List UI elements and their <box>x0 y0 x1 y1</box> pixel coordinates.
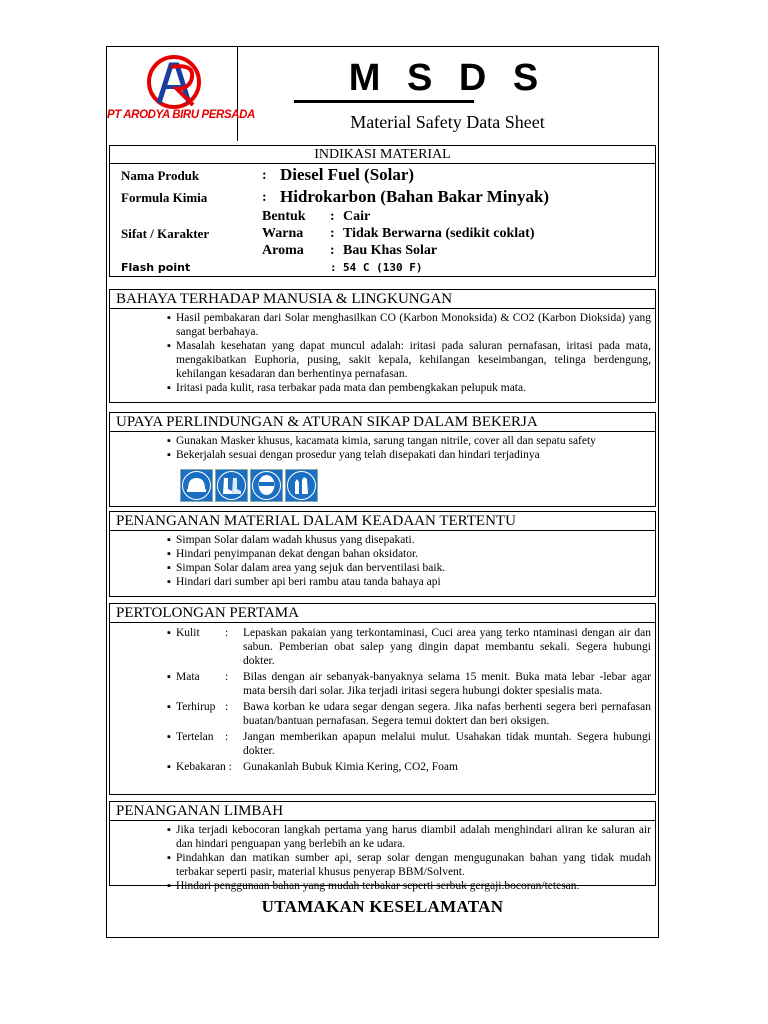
colon: : <box>262 190 267 205</box>
footer-slogan: UTAMAKAN KESELAMATAN <box>261 897 504 916</box>
colon: : <box>330 226 335 241</box>
gloves-icon <box>285 469 318 502</box>
list-item <box>167 730 651 758</box>
colon: : <box>225 627 229 639</box>
face-shield-icon <box>250 469 283 502</box>
fa-text: Bilas dengan air sebanyak-banyaknya selama 15 menit. Buka mata lebar -lebar agar mata bersih dari solar. Jika terjadi iritasi segera hubungi dokter spesialis mata. <box>243 671 651 697</box>
colon: : <box>330 243 335 258</box>
list-item <box>167 760 651 774</box>
limbah-section <box>109 801 656 892</box>
fa-label: ▪ Kebakaran : <box>176 761 232 773</box>
aroma-value: Bau Khas Solar <box>343 243 438 258</box>
nama-produk-label: Nama Produk <box>121 168 200 183</box>
list-item: ▪ Gunakan Masker khusus, kacamata kimia, sarung tangan nitrile, cover all dan sepatu safety <box>167 434 651 448</box>
fa-text: Jangan memberikan apapun melalui mulut. Usahakan tidak muntah. Segera hubungi dokter. <box>243 731 651 757</box>
list-item: ▪ Masalah kesehatan yang dapat muncul adalah: iritasi pada saluran pernafasan, iritasi pada mata, mengakibatkan Euphoria, pusing, sakit kepala, kehilangan keseimbangan, telinga berdengung, kehilangan kesadaran dan berhentinya pernafasan. <box>167 339 651 381</box>
bahaya-list <box>167 311 651 395</box>
colon: : <box>225 731 229 743</box>
fa-label: ▪ Terhirup <box>176 701 216 713</box>
company-logo-box <box>107 47 255 141</box>
colon: : <box>330 209 335 224</box>
bahaya-title: BAHAYA TERHADAP MANUSIA & LINGKUNGAN <box>110 290 655 309</box>
warna-label: Warna <box>262 226 304 241</box>
list-item: ▪ Hindari penggunaan bahan yang mudah terbakar seperti serbuk gergaji.bocoran/tetesan. <box>167 879 651 893</box>
bahaya-section <box>109 289 656 403</box>
formula-kimia-value: Hidrokarbon (Bahan Bakar Minyak) <box>280 187 550 206</box>
bentuk-value: Cair <box>343 209 371 224</box>
page-subtitle: Material Safety Data Sheet <box>350 112 545 132</box>
list-item: ▪ Jika terjadi kebocoran langkah pertama yang harus diambil adalah menghindari aliran ke saluran air dan hindari penguapan yang berlebih an ke udara. <box>167 823 651 851</box>
colon: : <box>225 671 229 683</box>
bentuk-label: Bentuk <box>262 209 306 224</box>
page-title: M S D S <box>348 57 547 99</box>
upaya-title: UPAYA PERLINDUNGAN & ATURAN SIKAP DALAM BEKERJA <box>110 413 655 432</box>
list-item: ▪ Bekerjalah sesuai dengan prosedur yang telah disepakati dan hindari terjadinya <box>167 448 651 462</box>
helmet-icon <box>180 469 213 502</box>
safety-boots-icon <box>215 469 248 502</box>
limbah-title: PENANGANAN LIMBAH <box>110 802 655 821</box>
list-item: ▪ Iritasi pada kulit, rasa terbakar pada mata dan pembengkakan pelupuk mata. <box>167 381 651 395</box>
fa-label: ▪ Kulit <box>176 627 200 639</box>
flash-point-label: Flash point <box>121 261 191 274</box>
list-item: ▪ Hindari dari sumber api beri rambu atau tanda bahaya api <box>167 575 651 589</box>
fa-text: Lepaskan pakaian yang terkontaminasi, Cuci area yang terko ntaminasi dengan air dan sabun. Pemberian obat salep yang dingin dapat membantu sekali. Segera hubungi dokter. <box>243 627 651 667</box>
company-logo-icon <box>107 47 237 109</box>
formula-kimia-label: Formula Kimia <box>121 190 208 205</box>
indikasi-title: INDIKASI MATERIAL <box>110 146 655 164</box>
penanganan-section <box>109 511 656 597</box>
title-underline <box>294 100 474 103</box>
pertolongan-title: PERTOLONGAN PERTAMA <box>110 604 655 623</box>
fa-label: ▪ Mata <box>176 671 200 683</box>
list-item <box>167 670 651 698</box>
list-item <box>167 700 651 728</box>
penanganan-title: PENANGANAN MATERIAL DALAM KEADAAN TERTENTU <box>110 512 655 531</box>
list-item: ▪ Simpan Solar dalam wadah khusus yang disepakati. <box>167 533 651 547</box>
msds-sheet <box>106 46 659 938</box>
flash-point-value: 54 C (130 F) <box>343 261 423 274</box>
limbah-list <box>167 823 651 893</box>
upaya-list <box>167 434 651 462</box>
list-item: ▪ Simpan Solar dalam area yang sejuk dan berventilasi baik. <box>167 561 651 575</box>
colon: : <box>225 701 229 713</box>
fa-label: ▪ Tertelan <box>176 731 214 743</box>
sifat-karakter-label: Sifat / Karakter <box>121 226 210 241</box>
header <box>107 47 658 141</box>
list-item: ▪ Hindari penyimpanan dekat dengan bahan oksidator. <box>167 547 651 561</box>
indikasi-material-section <box>109 145 656 277</box>
list-item: ▪ Hasil pembakaran dari Solar menghasilkan CO (Karbon Monoksida) & CO2 (Karbon Dioksida) yang sangat berbahaya. <box>167 311 651 339</box>
list-item <box>167 626 651 668</box>
colon: : <box>262 168 267 183</box>
fa-text: Bawa korban ke udara segar dengan segera. Jika nafas berhenti segera beri pernafasan buatan/bantuan pernafasan. Segera temui doktert dan beri oksigen. <box>243 701 651 727</box>
aroma-label: Aroma <box>262 243 304 258</box>
nama-produk-value: Diesel Fuel (Solar) <box>280 165 415 184</box>
penanganan-list <box>167 533 651 589</box>
company-name: PT ARODYA BIRU PERSADA <box>107 109 255 121</box>
pertolongan-list <box>167 626 651 774</box>
list-item: ▪ Pindahkan dan matikan sumber api, serap solar dengan mengugunakan bahan yang tidak mudah terbakar seperti pasir, material khusus penyerap BBM/Solvent. <box>167 851 651 879</box>
colon: : <box>330 261 337 274</box>
warna-value: Tidak Berwarna (sedikit coklat) <box>343 226 535 241</box>
fa-text: Gunakanlah Bubuk Kimia Kering, CO2, Foam <box>243 761 458 773</box>
pertolongan-section <box>109 603 656 795</box>
